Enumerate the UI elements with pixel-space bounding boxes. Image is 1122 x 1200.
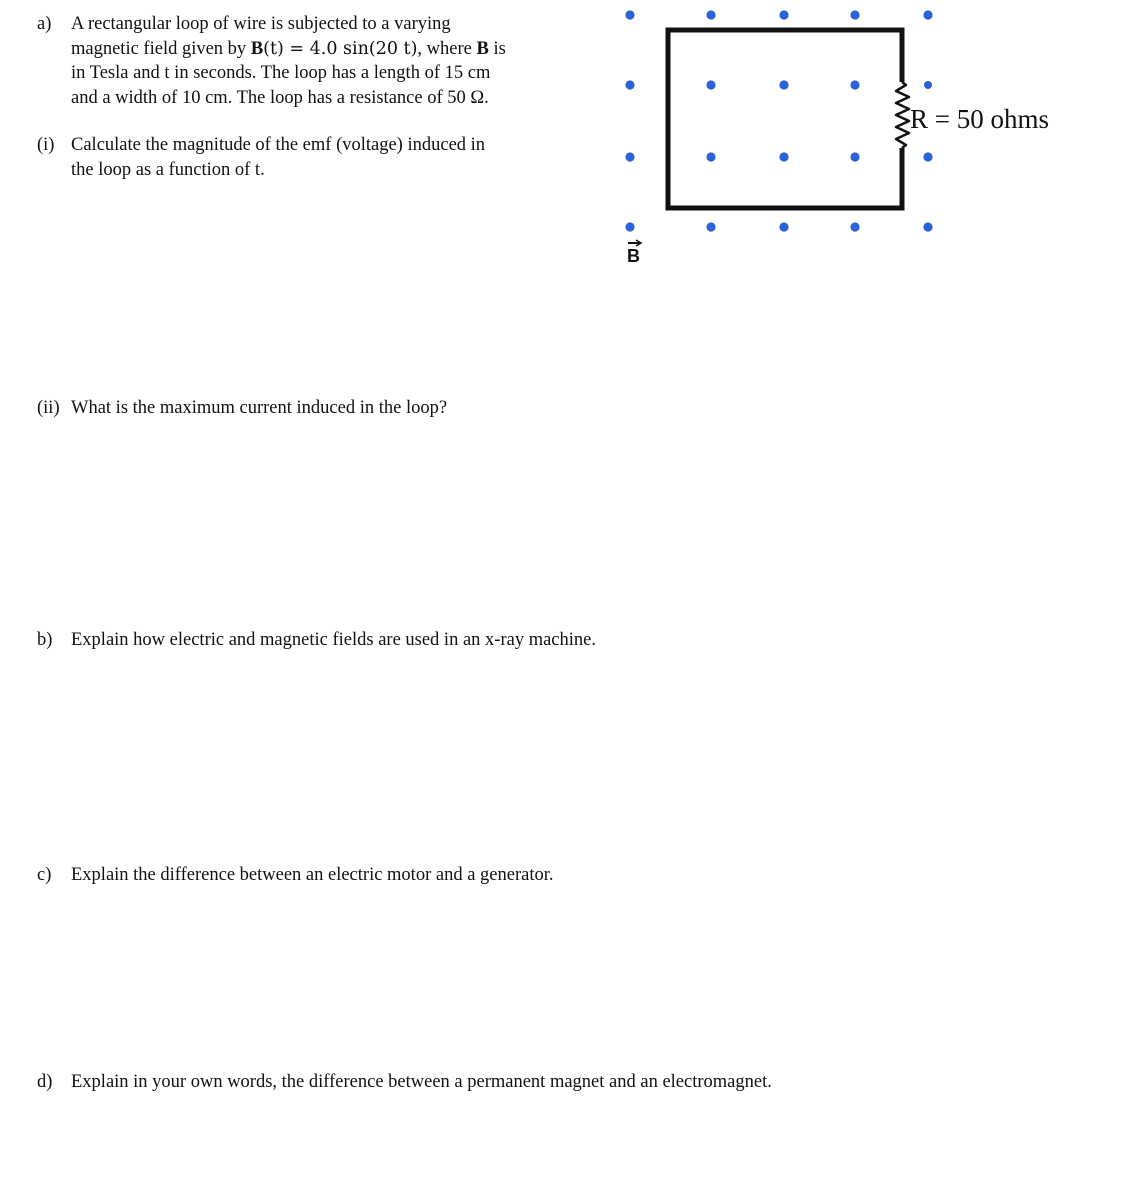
loop-diagram-svg	[600, 0, 1080, 280]
question-a-line-2	[71, 37, 506, 62]
question-a-ii-line-1: What is the maximum current induced in the loop?	[71, 398, 448, 418]
question-d-label: d)	[37, 1072, 53, 1092]
question-a-line-2-post: , where	[417, 38, 477, 59]
field-dot	[706, 152, 715, 161]
question-a-line-4: and a width of 10 cm. The loop has a resistance of 50 Ω.	[71, 87, 489, 108]
field-dot	[706, 10, 715, 19]
field-dot	[625, 10, 634, 19]
field-dot	[625, 222, 634, 231]
field-dot	[625, 152, 634, 161]
field-dot	[625, 80, 634, 89]
field-dot	[923, 222, 932, 231]
question-a-i-text	[71, 133, 485, 182]
question-a-line-2-pre: magnetic field given by	[71, 38, 251, 59]
resistor-label: R = 50 ohms	[910, 104, 1049, 134]
field-dot	[924, 81, 932, 89]
field-dot	[850, 222, 859, 231]
question-a-ii-text	[71, 396, 447, 421]
question-a-ii-label: (ii)	[37, 398, 60, 418]
field-dot	[850, 10, 859, 19]
question-c-line-1: Explain the difference between an electric motor and a generator.	[71, 865, 554, 885]
field-dot	[850, 80, 859, 89]
field-dot	[923, 10, 932, 19]
question-a-line-3: in Tesla and t in seconds. The loop has a length of 15 cm	[71, 63, 491, 83]
field-label: B	[627, 246, 640, 266]
field-dot	[923, 152, 932, 161]
field-dots	[625, 10, 932, 231]
question-a-line-1: A rectangular loop of wire is subjected to a varying	[71, 14, 451, 34]
question-a-text	[71, 12, 506, 110]
field-dot	[779, 222, 788, 231]
question-d-line-1: Explain in your own words, the difference between a permanent magnet and an electromagnet.	[71, 1072, 772, 1092]
question-d-text	[71, 1070, 772, 1095]
field-dot	[779, 80, 788, 89]
wire-loop	[668, 30, 902, 208]
question-a-label: a)	[37, 14, 52, 34]
field-dot	[850, 152, 859, 161]
field-dot	[706, 80, 715, 89]
question-a-line-2-end: is	[488, 38, 506, 59]
question-b-label: b)	[37, 630, 53, 650]
field-equation: (t) = 4.0 sin(20 t)	[263, 38, 418, 59]
question-b-line-1: Explain how electric and magnetic fields are used in an x-ray machine.	[71, 630, 596, 650]
question-a-i-label: (i)	[37, 135, 55, 155]
question-a-i-line-2: the loop as a function of t.	[71, 159, 265, 180]
field-symbol-2: B	[476, 38, 489, 59]
question-b-text	[71, 628, 596, 653]
field-dot	[706, 222, 715, 231]
field-dot	[779, 10, 788, 19]
question-a-i-line-1: Calculate the magnitude of the emf (voltage) induced in	[71, 135, 486, 155]
question-c-label: c)	[37, 865, 52, 885]
field-symbol: B	[250, 38, 264, 59]
question-c-text	[71, 863, 553, 888]
loop-diagram	[600, 0, 1080, 280]
field-dot	[779, 152, 788, 161]
